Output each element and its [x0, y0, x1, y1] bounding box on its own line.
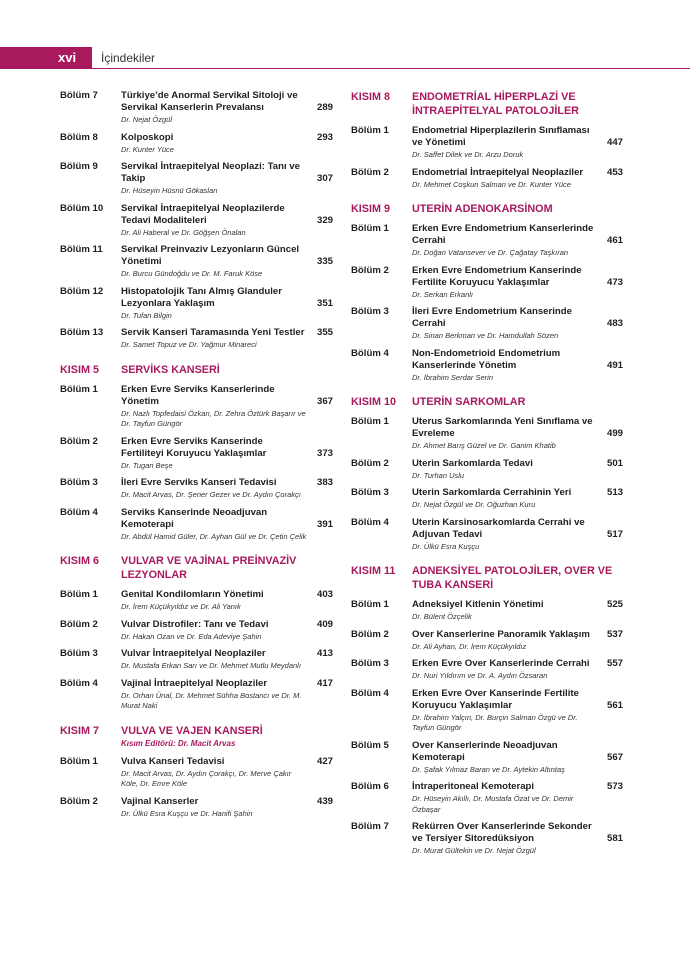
chapter-authors: Dr. Tufan Bilgin: [121, 310, 172, 320]
chapter-authors: Dr. Samet Topuz ve Dr. Yağmur Minareci: [121, 340, 257, 349]
chapter-page-number: 513: [606, 487, 623, 498]
part-heading-body: [412, 202, 627, 216]
chapter-title: Servikal İntraepitelyal Neoplazi: Tanı ve Takip: [121, 161, 300, 184]
chapter-number: Bölüm 1: [60, 383, 98, 395]
toc-entry[interactable]: [60, 619, 337, 643]
chapter-title: Adneksiyel Kitlenin Yönetimi: [412, 599, 544, 610]
chapter-authors: Dr. Nazlı Topfedaisi Özkan, Dr. Zehra Öztürk Başarır ve Dr. Tayfun Güngör: [121, 408, 306, 428]
chapter-authors: Dr. Ahmet Barış Güzel ve Dr. Ganim Khatib: [412, 441, 556, 450]
toc-entry[interactable]: [60, 90, 337, 126]
chapter-title: Vulva Kanseri Tedavisi: [121, 755, 225, 767]
chapter-body: [121, 756, 307, 790]
toc-entry[interactable]: [351, 416, 627, 452]
chapter-body: [412, 821, 597, 857]
chapter-body: [412, 740, 597, 776]
toc-entry[interactable]: [351, 223, 627, 259]
chapter-number: Bölüm 11: [60, 244, 103, 255]
running-head-title: İçindekiler: [101, 51, 156, 65]
page-header: [0, 47, 690, 69]
chapter-title: Vajinal Kanserler: [121, 795, 199, 807]
chapter-authors: Dr. Serkan Erkanlı: [412, 289, 473, 299]
chapter-number: Bölüm 3: [60, 648, 98, 659]
chapter-title: Endometrial Hiperplazilerin Sınıflaması ve Yönetimi: [412, 125, 590, 148]
chapter-body: [412, 348, 597, 384]
chapter-title: Türkiye’de Anormal Servikal Sitoloji ve Servikal Kanserlerin Prevalansı: [121, 90, 298, 113]
chapter-authors: Dr. Bülent Özçelik: [412, 612, 472, 621]
chapter-number: Bölüm 1: [60, 755, 98, 767]
chapter-authors: Dr. İbrahim Yalçın, Dr. Burçin Salman Özgü ve Dr. Tayfun Güngör: [412, 712, 578, 732]
chapter-page-number: 581: [606, 833, 623, 844]
chapter-page-number: 461: [606, 235, 623, 246]
toc-entry[interactable]: [351, 167, 627, 191]
chapter-page-number: 501: [606, 457, 623, 469]
chapter-page-number: 453: [606, 166, 623, 178]
part-heading-body: [121, 554, 337, 582]
chapter-title: Vulvar Distrofiler: Tanı ve Tedavi: [121, 618, 269, 630]
chapter-number: Bölüm 1: [351, 223, 389, 234]
chapter-body: [121, 477, 307, 501]
chapter-authors: Dr. Nejat Özgül: [121, 115, 172, 124]
chapter-number: Bölüm 5: [351, 739, 389, 751]
chapter-title: Uterin Sarkomlarda Tedavi: [412, 457, 533, 469]
chapter-body: [412, 599, 597, 623]
chapter-page-number: 329: [316, 214, 333, 226]
toc-entry[interactable]: [351, 517, 627, 553]
chapter-number: Bölüm 9: [60, 161, 98, 172]
chapter-page-number: 391: [316, 518, 333, 530]
chapter-title: Over Kanserlerinde Neoadjuvan Kemoterapi: [412, 739, 558, 763]
chapter-body: [412, 517, 597, 553]
chapter-page-number: 413: [316, 648, 333, 659]
part-title: ADNEKSİYEL PATOLOJİLER, OVER VE TUBA KANSERİ: [412, 565, 613, 591]
chapter-body: [412, 658, 597, 682]
chapter-title: Genital Kondilomların Yönetimi: [121, 589, 264, 600]
chapter-body: [412, 688, 597, 734]
part-editor: Kısım Editörü: Dr. Macit Arvas: [121, 738, 236, 748]
chapter-body: [412, 458, 597, 482]
chapter-body: [121, 132, 307, 156]
part-heading-body: [412, 564, 627, 592]
chapter-title: Erken Evre Serviks Kanserlerinde Yönetim: [121, 383, 275, 407]
chapter-page-number: 383: [316, 477, 333, 488]
chapter-number: Bölüm 2: [351, 457, 389, 469]
part-heading-body: [121, 724, 337, 749]
chapter-authors: Dr. Macit Arvas, Dr. Şener Gezer ve Dr. Aydın Çorakçı: [121, 490, 301, 499]
chapter-page-number: 537: [606, 628, 623, 640]
toc-right-column: [351, 90, 627, 863]
part-number: KISIM 11: [351, 565, 396, 577]
chapter-page-number: 417: [316, 677, 333, 689]
chapter-authors: Dr. Tugan Beşe: [121, 460, 173, 470]
chapter-body: [121, 286, 307, 322]
chapter-page-number: 427: [316, 755, 333, 767]
chapter-page-number: 473: [606, 276, 623, 288]
chapter-body: [412, 167, 597, 191]
toc-entry[interactable]: [351, 487, 627, 511]
chapter-number: Bölüm 3: [60, 477, 98, 488]
chapter-page-number: 355: [316, 327, 333, 338]
part-number: KISIM 7: [60, 724, 99, 737]
chapter-number: Bölüm 1: [351, 416, 389, 427]
chapter-title: Serviks Kanserinde Neoadjuvan Kemoterapi: [121, 506, 268, 530]
chapter-number: Bölüm 7: [351, 821, 389, 832]
chapter-number: Bölüm 10: [60, 202, 104, 214]
chapter-number: Bölüm 3: [351, 306, 389, 317]
part-number: KISIM 6: [60, 555, 99, 567]
chapter-number: Bölüm 1: [351, 125, 389, 136]
toc-entry[interactable]: [60, 589, 337, 613]
part-number: KISIM 10: [351, 396, 397, 408]
part-number: KISIM 8: [351, 91, 390, 103]
chapter-number: Bölüm 4: [60, 506, 98, 518]
chapter-authors: Dr. Şafak Yılmaz Baran ve Dr. Aytekin Altıntaş: [412, 764, 565, 774]
chapter-page-number: 567: [606, 751, 623, 763]
page-number: xvi: [0, 47, 92, 69]
chapter-page-number: 483: [606, 318, 623, 329]
toc-part-heading: [351, 202, 627, 216]
chapter-body: [121, 203, 307, 239]
toc-entry[interactable]: [351, 599, 627, 623]
chapter-title: Erken Evre Over Kanserinde Fertilite Koruyucu Yaklaşımlar: [412, 687, 579, 711]
chapter-authors: Dr. Nejat Özgül ve Dr. Oğuzhan Kuru: [412, 500, 536, 509]
part-title: UTERİN ADENOKARSİNOM: [412, 203, 553, 215]
chapter-title: Uterus Sarkomlarında Yeni Sınıflama ve Evreleme: [412, 416, 593, 439]
chapter-title: İleri Evre Serviks Kanseri Tedavisi: [121, 477, 277, 488]
chapter-authors: Dr. Nuri Yıldırım ve Dr. A. Aydın Özsaran: [412, 671, 548, 680]
chapter-authors: Dr. Ali Haberal ve Dr. Göğşen Önalan: [121, 227, 246, 237]
toc-entry[interactable]: [60, 507, 337, 543]
toc-part-heading: [351, 90, 627, 118]
chapter-body: [121, 90, 307, 126]
chapter-authors: Dr. Hakan Ozan ve Dr. Eda Adeviye Şahin: [121, 631, 262, 641]
chapter-number: Bölüm 2: [60, 618, 98, 630]
chapter-authors: Dr. Ülkü Esra Kuşçu ve Dr. Hanifi Şahin: [121, 808, 253, 818]
chapter-page-number: 525: [606, 599, 623, 610]
toc-entry[interactable]: [351, 658, 627, 682]
chapter-body: [412, 487, 597, 511]
chapter-authors: Dr. Murat Gültekin ve Dr. Nejat Özgül: [412, 846, 536, 855]
chapter-title: Non-Endometrioid Endometrium Kanserlerinde Yönetim: [412, 347, 561, 371]
toc-entry[interactable]: [60, 286, 337, 322]
chapter-title: Uterin Sarkomlarda Cerrahinin Yeri: [412, 487, 572, 498]
chapter-page-number: 367: [316, 395, 333, 407]
chapter-authors: Dr. Turhan Uslu: [412, 470, 465, 480]
chapter-number: Bölüm 13: [60, 327, 104, 338]
chapter-number: Bölüm 6: [351, 781, 389, 792]
chapter-number: Bölüm 7: [60, 90, 98, 101]
part-title: SERVİKS KANSERİ: [121, 363, 220, 376]
chapter-authors: Dr. Mehmet Coşkun Salman ve Dr. Kunter Yüce: [412, 179, 571, 189]
toc-entry[interactable]: [351, 629, 627, 653]
chapter-title: Histopatolojik Tanı Almış Glanduler Lezyonlara Yaklaşım: [121, 285, 282, 309]
chapter-authors: Dr. İrem Küçükyıldız ve Dr. Ali Yanık: [121, 602, 241, 611]
chapter-page-number: 307: [316, 173, 333, 184]
chapter-title: İleri Evre Endometrium Kanserinde Cerrahi: [412, 306, 572, 329]
chapter-number: Bölüm 4: [351, 516, 389, 528]
chapter-body: [412, 265, 597, 301]
part-title: VULVA VE VAJEN KANSERİ: [121, 724, 263, 737]
chapter-number: Bölüm 2: [351, 264, 389, 276]
chapter-title: Endometrial İntraepitelyal Neoplaziler: [412, 166, 584, 178]
chapter-page-number: 447: [606, 137, 623, 148]
part-number: KISIM 9: [351, 203, 390, 215]
chapter-authors: Dr. Hüseyin Hüsnü Gökaslan: [121, 186, 218, 195]
chapter-title: Uterin Karsinosarkomlarda Cerrahi ve Adjuvan Tedavi: [412, 516, 585, 540]
chapter-body: [412, 629, 597, 653]
chapter-number: Bölüm 4: [351, 687, 389, 699]
chapter-body: [412, 125, 597, 161]
chapter-body: [121, 796, 307, 820]
chapter-body: [121, 678, 307, 712]
part-title: ENDOMETRİAL HİPERPLAZİ VE İNTRAEPİTELYAL PATOLOJİLER: [412, 91, 579, 117]
chapter-title: Kolposkopi: [121, 131, 174, 143]
header-rule: [92, 68, 690, 69]
chapter-authors: Dr. Ülkü Esra Kuşçu: [412, 541, 480, 551]
chapter-number: Bölüm 3: [351, 658, 389, 669]
part-heading-body: [412, 90, 627, 118]
chapter-title: Over Kanserlerine Panoramik Yaklaşım: [412, 628, 590, 640]
chapter-authors: Dr. Orhan Ünal, Dr. Mehmet Sühha Bostancı ve Dr. M. Murat Naki: [121, 690, 302, 710]
chapter-number: Bölüm 2: [60, 795, 98, 807]
part-heading-body: [412, 395, 627, 409]
chapter-page-number: 557: [606, 658, 623, 669]
toc-entry[interactable]: [60, 244, 337, 280]
chapter-body: [412, 416, 597, 452]
toc-part-heading: [351, 564, 627, 592]
chapter-number: Bölüm 1: [60, 589, 98, 600]
chapter-authors: Dr. Macit Arvas, Dr. Aydın Çorakçı, Dr. Merve Çakır Köle, Dr. Emre Köle: [121, 768, 292, 788]
chapter-body: [121, 327, 307, 351]
chapter-number: Bölüm 3: [351, 487, 389, 498]
chapter-authors: Dr. Saffet Dilek ve Dr. Arzu Doruk: [412, 150, 524, 159]
chapter-page-number: 403: [316, 589, 333, 600]
chapter-page-number: 351: [316, 297, 333, 309]
toc-entry[interactable]: [60, 796, 337, 820]
chapter-number: Bölüm 2: [60, 435, 98, 447]
chapter-authors: Dr. Sinan Berkman ve Dr. Hamdullah Sözen: [412, 331, 559, 340]
chapter-number: Bölüm 8: [60, 131, 98, 143]
chapter-page-number: 499: [606, 428, 623, 439]
toc-entry[interactable]: [60, 132, 337, 156]
part-heading-body: [121, 363, 337, 377]
chapter-page-number: 373: [316, 447, 333, 459]
chapter-body: [121, 619, 307, 643]
toc-entry[interactable]: [60, 756, 337, 790]
toc-part-heading: [351, 395, 627, 409]
toc-entry[interactable]: [60, 477, 337, 501]
toc-entry[interactable]: [60, 203, 337, 239]
chapter-title: Rekürren Over Kanserlerinde Sekonder ve Tersiyer Sitoredüksiyon: [412, 821, 592, 844]
toc-entry[interactable]: [60, 161, 337, 197]
chapter-title: Erken Evre Endometrium Kanserlerinde Cerrahi: [412, 223, 594, 246]
chapter-number: Bölüm 2: [351, 628, 389, 640]
chapter-page-number: 561: [606, 699, 623, 711]
chapter-page-number: 293: [316, 131, 333, 143]
chapter-body: [121, 648, 307, 672]
toc-entry[interactable]: [60, 327, 337, 351]
chapter-page-number: 289: [316, 102, 333, 113]
chapter-body: [121, 244, 307, 280]
toc-part-heading: [60, 363, 337, 377]
chapter-title: Erken Evre Endometrium Kanserinde Fertilite Koruyucu Yaklaşımlar: [412, 264, 582, 288]
chapter-number: Bölüm 2: [351, 166, 389, 178]
toc-entry[interactable]: [351, 740, 627, 776]
chapter-title: Servikal İntraepitelyal Neoplazilerde Tedavi Modaliteleri: [121, 202, 285, 226]
chapter-page-number: 409: [316, 618, 333, 630]
chapter-number: Bölüm 4: [351, 347, 389, 359]
part-title: UTERİN SARKOMLAR: [412, 396, 526, 408]
chapter-body: [121, 384, 307, 430]
chapter-number: Bölüm 12: [60, 285, 104, 297]
chapter-authors: Dr. Ali Ayhan, Dr. İrem Küçükyıldız: [412, 641, 527, 651]
chapter-body: [121, 161, 307, 197]
chapter-title: Erken Evre Serviks Kanserinde Fertiliteyi Koruyucu Yaklaşımlar: [121, 435, 267, 459]
chapter-authors: Dr. Kunter Yüce: [121, 144, 174, 154]
chapter-authors: Dr. Abdül Hamid Güler, Dr. Ayhan Gül ve Dr. Çetin Çelik: [121, 531, 307, 541]
chapter-page-number: 335: [316, 256, 333, 267]
toc-entry[interactable]: [351, 821, 627, 857]
chapter-authors: Dr. Doğan Vatansever ve Dr. Çağatay Taşkıran: [412, 248, 569, 257]
part-number: KISIM 5: [60, 363, 99, 376]
part-title: VULVAR VE VAJİNAL PREİNVAZİV LEZYONLAR: [121, 555, 297, 581]
toc-left-column: [60, 90, 337, 825]
chapter-title: Vajinal İntraepitelyal Neoplaziler: [121, 677, 268, 689]
chapter-number: Bölüm 1: [351, 599, 389, 610]
chapter-page-number: 491: [606, 359, 623, 371]
toc-part-heading: [60, 724, 337, 749]
chapter-title: Servik Kanseri Taramasında Yeni Testler: [121, 327, 305, 338]
chapter-authors: Dr. Hüseyin Akıllı, Dr. Mustafa Özat ve Dr. Demir Özbaşar: [412, 794, 574, 814]
chapter-body: [412, 223, 597, 259]
chapter-title: Servikal Preinvaziv Lezyonların Güncel Yönetimi: [121, 244, 300, 267]
toc-entry[interactable]: [351, 306, 627, 342]
chapter-body: [412, 781, 597, 815]
chapter-page-number: 573: [606, 781, 623, 792]
toc-entry[interactable]: [60, 384, 337, 430]
toc-entry[interactable]: [351, 688, 627, 734]
toc-entry[interactable]: [351, 348, 627, 384]
chapter-title: İntraperitoneal Kemoterapi: [412, 781, 535, 792]
toc-entry[interactable]: [60, 678, 337, 712]
chapter-body: [121, 507, 307, 543]
toc-entry[interactable]: [351, 458, 627, 482]
chapter-body: [121, 589, 307, 613]
toc-entry[interactable]: [351, 781, 627, 815]
toc-part-heading: [60, 554, 337, 582]
chapter-authors: Dr. Burcu Gündoğdu ve Dr. M. Faruk Köse: [121, 269, 263, 278]
chapter-title: Erken Evre Over Kanserlerinde Cerrahi: [412, 658, 590, 669]
toc-entry[interactable]: [351, 265, 627, 301]
chapter-page-number: 517: [606, 528, 623, 540]
chapter-title: Vulvar İntraepitelyal Neoplaziler: [121, 648, 266, 659]
toc-entry[interactable]: [60, 436, 337, 472]
chapter-authors: Dr. Mustafa Erkan Sarı ve Dr. Mehmet Mutlu Meydanlı: [121, 661, 301, 670]
chapter-number: Bölüm 4: [60, 677, 98, 689]
chapter-authors: Dr. İbrahim Serdar Serin: [412, 372, 493, 382]
toc-entry[interactable]: [60, 648, 337, 672]
chapter-body: [121, 436, 307, 472]
chapter-body: [412, 306, 597, 342]
toc-entry[interactable]: [351, 125, 627, 161]
chapter-page-number: 439: [316, 795, 333, 807]
